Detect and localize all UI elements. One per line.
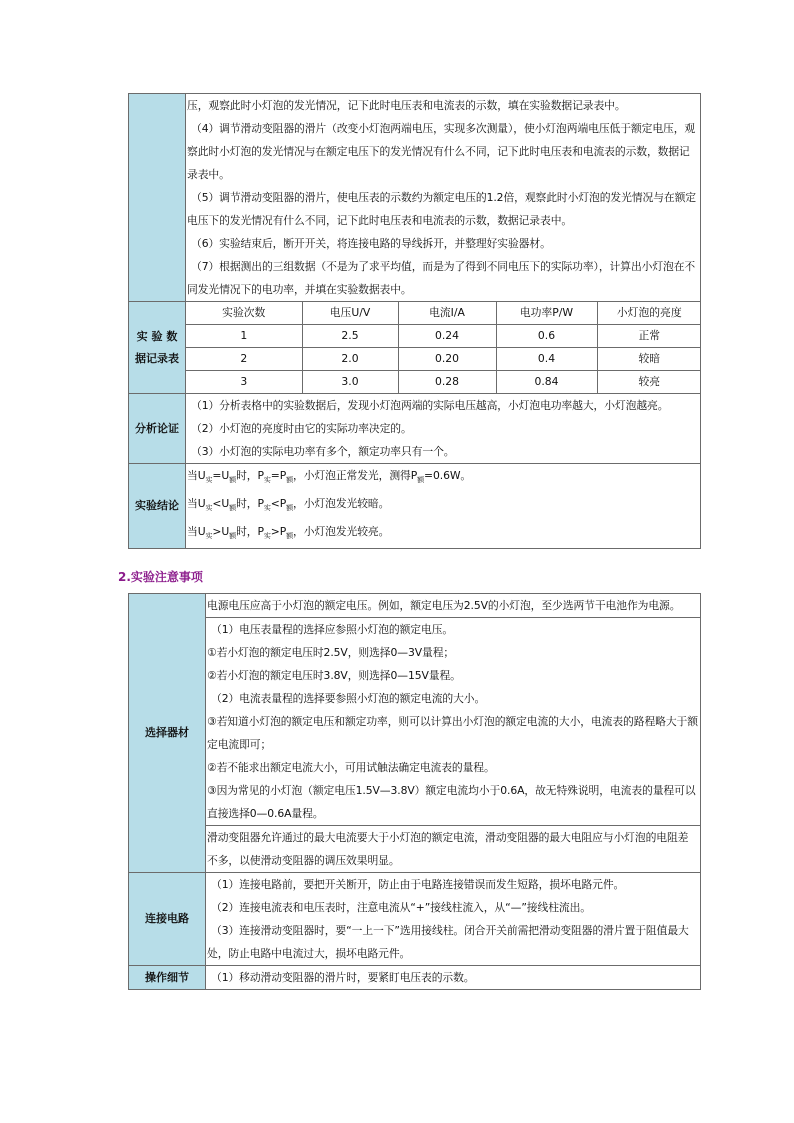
data-cell: 0.84 xyxy=(496,371,597,394)
select-end: 滑动变阻器允许通过的最大电流要大于小灯泡的额定电流，滑动变阻器的最大电阻应与小灯泡的电阻差不多，以使滑动变阻器的调压效果明显。 xyxy=(207,831,689,867)
analysis-cell xyxy=(186,394,701,464)
conclusion-line-1: 当$U_实=U_额$时，$P_实=P_额$，小灯泡正常发光，测得$P_额=0.6W$。 xyxy=(187,469,472,485)
data-cell: 正常 xyxy=(597,325,701,348)
record-header-row xyxy=(186,302,701,325)
step-text: （4）调节滑动变阻器的滑片（改变小灯泡两端电压，实现多次测量），使小灯泡两端电压低于额定电压，观察此时小灯泡的发光情况与在额定电压下的发光情况有什么不同，记下此时电压表和电流表的示数，数据记录表中。 xyxy=(187,122,696,181)
conclusion-row xyxy=(129,464,701,549)
header-cell: 小灯泡的亮度 xyxy=(597,302,701,325)
analysis-text: （1）分析表格中的实验数据后，发现小灯泡两端的实际电压越高，小灯泡电功率越大，小灯泡越亮。 xyxy=(191,399,669,412)
conclusion-line-2: 当$U_实<U_额$时，$P_实<P_额$，小灯泡发光较暗。 xyxy=(187,497,390,513)
data-cell: 1 xyxy=(186,325,302,348)
steps-row xyxy=(129,94,701,302)
detail-row xyxy=(129,966,701,990)
select-label: 选择器材 xyxy=(129,594,206,873)
connect-item: （1）连接电路前，要把开关断开，防止由于电路连接错误而发生短路，损坏电路元件。 xyxy=(211,878,625,891)
steps-cell xyxy=(186,94,701,302)
conclusion-cell xyxy=(186,464,701,549)
header-cell: 电功率P/W xyxy=(496,302,597,325)
select-item: （1）电压表量程的选择应参照小灯泡的额定电压。 xyxy=(211,623,454,636)
data-cell: 0.6 xyxy=(496,325,597,348)
select-item: ①若小灯泡的额定电压时2.5V，则选择0—3V量程； xyxy=(207,646,455,659)
header-cell: 电流I/A xyxy=(398,302,496,325)
step-text: （5）调节滑动变阻器的滑片，使电压表的示数约为额定电压的1.2倍，观察此时小灯泡的发光情况与在额定电压下的发光情况有什么不同，记下此时电压表和电流表的示数，数据记录表中。 xyxy=(187,191,696,227)
select-item: ②若不能求出额定电流大小，可用试触法确定电流表的量程。 xyxy=(207,761,495,774)
data-cell: 3 xyxy=(186,371,302,394)
step-text: （6）实验结束后，断开开关，将连接电路的导线拆开，并整理好实验器材。 xyxy=(191,237,551,250)
connect-item: （3）连接滑动变阻器时，要“一上一下”选用接线柱。闭合开关前需把滑动变阻器的滑片置于阻值最大处，防止电路中电流过大，损坏电路元件。 xyxy=(207,924,689,960)
analysis-text: （3）小灯泡的实际电功率有多个，额定功率只有一个。 xyxy=(191,445,455,458)
select-item: ③若知道小灯泡的额定电压和额定功率，则可以计算出小灯泡的额定电流的大小，电流表的路程略大于额定电流即可； xyxy=(207,715,698,751)
data-cell: 0.28 xyxy=(398,371,496,394)
divider xyxy=(206,617,700,825)
data-cell: 0.4 xyxy=(496,348,597,371)
precautions-table xyxy=(128,593,701,990)
connect-row xyxy=(129,873,701,966)
data-cell: 0.20 xyxy=(398,348,496,371)
record-label: 实 验 数 据记录表 xyxy=(129,302,186,394)
step-text: 压，观察此时小灯泡的发光情况，记下此时电压表和电流表的示数，填在实验数据记录表中。 xyxy=(187,99,626,112)
data-cell: 较亮 xyxy=(597,371,701,394)
conclusion-label: 实验结论 xyxy=(129,464,186,549)
select-item: ②若小灯泡的额定电压时3.8V，则选择0—15V量程。 xyxy=(207,669,461,682)
section-title: 2.实验注意事项 xyxy=(118,570,203,584)
data-cell: 0.24 xyxy=(398,325,496,348)
select-cell xyxy=(206,594,701,873)
detail-cell xyxy=(206,966,701,990)
analysis-text: （2）小灯泡的亮度时由它的实际功率决定的。 xyxy=(191,422,412,435)
detail-label: 操作细节 xyxy=(129,966,206,990)
select-intro: 电源电压应高于小灯泡的额定电压。例如，额定电压为2.5V的小灯泡，至少选两节干电池作为电源。 xyxy=(207,599,681,612)
analysis-row xyxy=(129,394,701,464)
connect-label: 连接电路 xyxy=(129,873,206,966)
select-row xyxy=(129,594,701,873)
select-item: ③因为常见的小灯泡（额定电压1.5V—3.8V）额定电流均小于0.6A，故无特殊说明，电流表的量程可以直接选择0—0.6A量程。 xyxy=(207,784,696,820)
data-cell: 3.0 xyxy=(302,371,398,394)
experiment-table xyxy=(128,93,701,549)
conclusion-line-3: 当$U_实>U_额$时，$P_实>P_额$，小灯泡发光较亮。 xyxy=(187,525,390,541)
data-cell: 2.0 xyxy=(302,348,398,371)
divider xyxy=(206,825,700,872)
data-cell: 较暗 xyxy=(597,348,701,371)
select-item: （2）电流表量程的选择要参照小灯泡的额定电流的大小。 xyxy=(211,692,486,705)
connect-item: （2）连接电流表和电压表时，注意电流从“+”接线柱流入，从“—”接线柱流出。 xyxy=(211,901,591,914)
table-row xyxy=(186,348,701,371)
record-table-cell xyxy=(186,302,701,394)
record-table xyxy=(186,302,701,393)
detail-item: （1）移动滑动变阻器的滑片时，要紧盯电压表的示数。 xyxy=(211,971,475,984)
step-text: （7）根据测出的三组数据（不是为了求平均值，而是为了得到不同电压下的实际功率），计算出小灯泡在不同发光情况下的电功率，并填在实验数据表中。 xyxy=(187,260,696,296)
analysis-label: 分析论证 xyxy=(129,394,186,464)
record-row xyxy=(129,302,701,394)
data-cell: 2 xyxy=(186,348,302,371)
table-row xyxy=(186,325,701,348)
data-cell: 2.5 xyxy=(302,325,398,348)
header-cell: 实验次数 xyxy=(186,302,302,325)
table-row xyxy=(186,371,701,394)
steps-label-cell xyxy=(129,94,186,302)
connect-cell xyxy=(206,873,701,966)
header-cell: 电压U/V xyxy=(302,302,398,325)
